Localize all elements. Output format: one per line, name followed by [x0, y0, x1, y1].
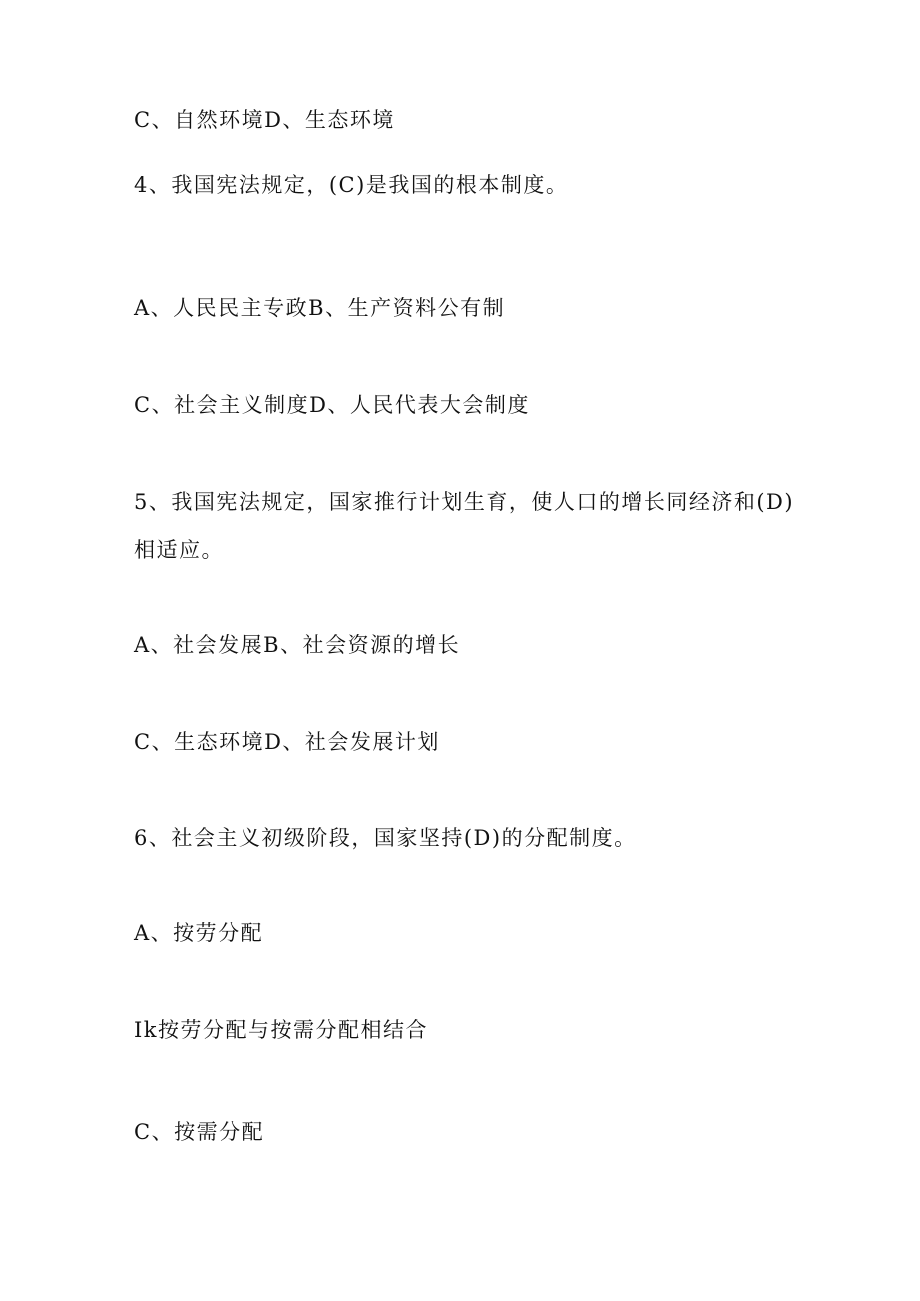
- option-6a: A、按劳分配: [134, 921, 264, 945]
- option-line-5ab: A、社会发展B、社会资源的增长: [134, 633, 461, 657]
- option-6c: C、按需分配: [134, 1120, 265, 1144]
- option-line-4cd: C、社会主义制度D、人民代表大会制度: [134, 393, 530, 417]
- question-5-line-2: 相适应。: [134, 538, 224, 562]
- question-5-line-1: 5、我国宪法规定，国家推行计划生育，使人口的增长同经济和(D): [134, 490, 795, 514]
- option-line-5cd: C、生态环境D、社会发展计划: [134, 730, 440, 754]
- question-4: 4、我国宪法规定，(C)是我国的根本制度。: [134, 173, 569, 197]
- question-6: 6、社会主义初级阶段，国家坚持(D)的分配制度。: [134, 826, 637, 850]
- option-6b: Ik按劳分配与按需分配相结合: [134, 1018, 429, 1042]
- option-line-3cd: C、自然环境D、生态环境: [134, 108, 395, 132]
- option-line-4ab: A、人民民主专政B、生产资料公有制: [134, 296, 506, 320]
